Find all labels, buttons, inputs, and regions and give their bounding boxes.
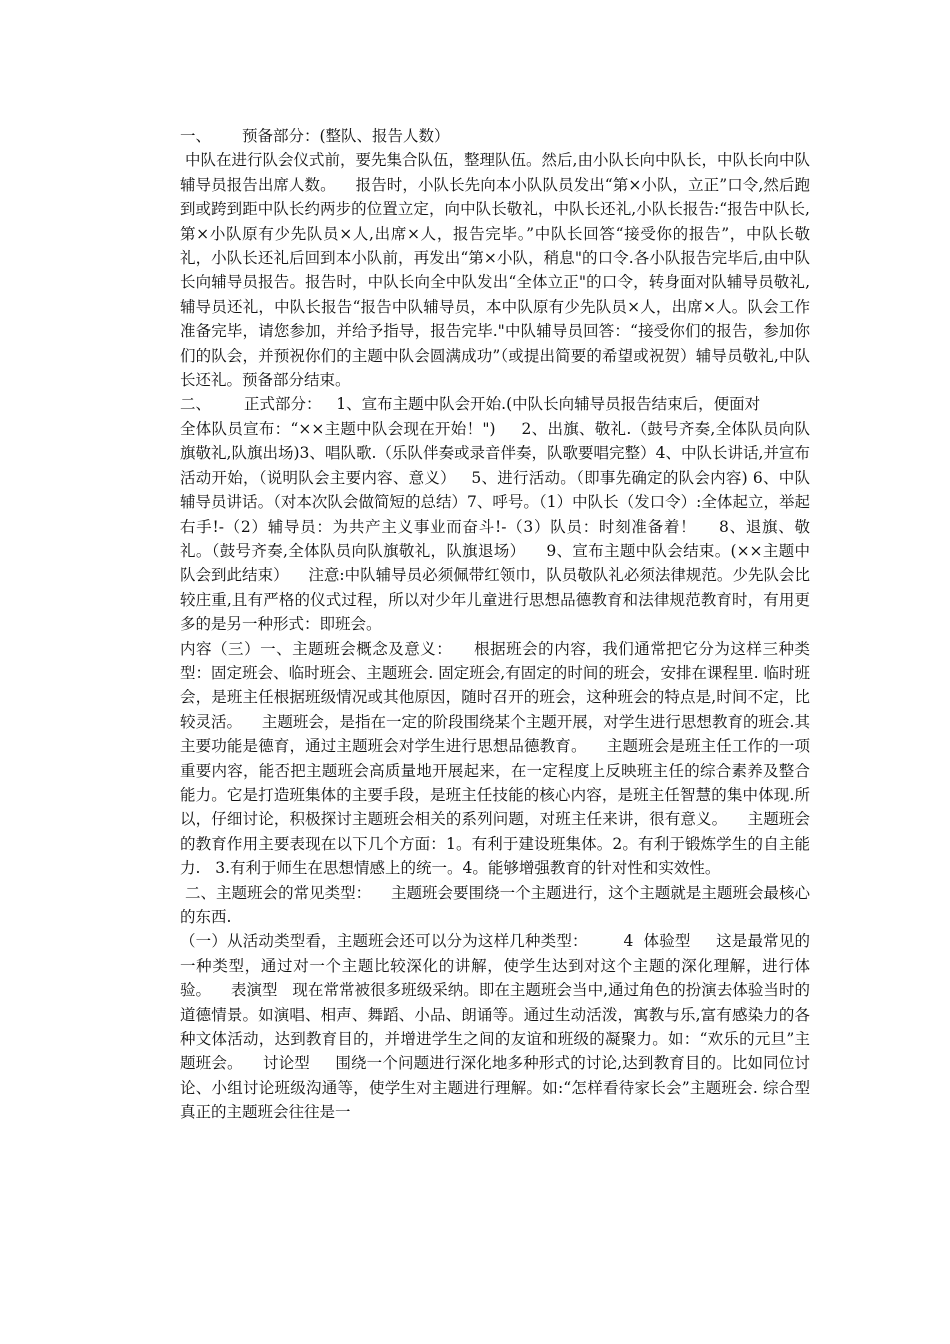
- section-1-number: 一、: [180, 127, 212, 145]
- section-2-number: 二、: [180, 395, 212, 414]
- section-1-title: 预备部分：(整队、报告人数）: [242, 127, 450, 145]
- document-body: [180, 124, 840, 1125]
- section-2-heading: [180, 392, 810, 416]
- section-2-head: 正式部分： 1、宣布主题中队会开始.(中队长向辅导员报告结束后，便面对: [244, 395, 761, 414]
- section-2-paragraph: 全体队员宣布：“××主题中队会现在开始！") 2、出旗、敬礼.（鼓号齐奏,全体队员向队旗敬礼,队旗出场)3、唱队歌.（乐队伴奏或录音伴奏，队歌要唱完整）4、中队长讲话,并宣布活动开始，（说明队会主要内容、意义） 5、进行活动。（即事先确定的队会内容) 6、中队辅导员讲话。（对本次队会做简短的总结）7、呼号。（1）中队长（发口令）:全体起立，举起右手!-（2）辅导员：为共产主义事业而奋斗!-（3）队员：时刻准备着！ 8、退旗、敬礼。（鼓号齐奏,全体队员向队旗敬礼，队旗退场） 9、宣布主题中队会结束。(××主题中队会到此结束） 注意:中队辅导员必须佩带红领巾，队员敬队礼必须法律规范。少先队会比较庄重,且有严格的仪式过程，所以对少年儿童进行思想品德教育和法律规范教育时，有用更多的是另一种形式：即班会。: [180, 419, 810, 634]
- section-5-paragraph: （一）从活动类型看，主题班会还可以分为这样几种类型： 4 体验型 这是最常见的一种类型，通过对一个主题比较深化的讲解，使学生达到对这个主题的深化理解，进行体验。 表演型 现在常常被很多班级采纳。即在主题班会当中,通过角色的扮演去体验当时的道德情景。如演唱、相声、舞蹈、小品、朗诵等。通过生动活泼，寓教与乐,富有感染力的各种文体活动，达到教育目的，并增进学生之间的友谊和班级的凝聚力。如：“欢乐的元旦”主题班会。 讨论型 围绕一个问题进行深化地多种形式的讨论,达到教育目的。比如同位讨论、小组讨论班级沟通等，使学生对主题进行理解。如:“怎样看待家长会”主题班会. 综合型 真正的主题班会往往是一: [180, 932, 840, 1122]
- section-3-paragraph: 内容（三）一、主题班会概念及意义： 根据班会的内容，我们通常把它分为这样三种类型：固定班会、临时班会、主题班会. 固定班会,有固定的时间的班会，安排在课程里. 临时班会，是班主任根据班级情况或其他原因，随时召开的班会，这种班会的特点是,时间不定，比较灵活。 主题班会，是指在一定的阶段围绕某个主题开展，对学生进行思想教育的班会.其主要功能是德育，通过主题班会对学生进行思想品德教育。 主题班会是班主任工作的一项重要内容，能否把主题班会高质量地开展起来，在一定程度上反映班主任的综合素养及整合能力。它是打造班集体的主要手段，是班主任技能的核心内容，是班主任智慧的集中体现.所以，仔细讨论，积极探讨主题班会相关的系列问题，对班主任来讲，很有意义。 主题班会的教育作用主要表现在以下几个方面：1。有利于建设班集体。2。有利于锻炼学生的自主能力. 3.有利于师生在思想情感上的统一。4。能够增强教育的针对性和实效性。: [180, 639, 810, 878]
- section-1-paragraph: 中队在进行队会仪式前，要先集合队伍，整理队伍。然后,由小队长向中队长，中队长向中队辅导员报告出席人数。 报告时，小队长先向本小队队员发出“第×小队，立正”口令,然后跑到或跨到距中队长约两步的位置立定，向中队长敬礼，中队长还礼,小队长报告:“报告中队长,第×小队原有少先队员×人,出席×人，报告完毕。”中队长回答“接受你的报告”，中队长敬礼，小队长还礼后回到本小队前，再发出“第×小队，稍息"的口令.各小队报告完毕后,由中队长向辅导员报告。报告时，中队长向全中队发出“全体立正"的口令，转身面对队辅导员敬礼,辅导员还礼，中队长报告“报告中队辅导员，本中队原有少先队员×人，出席×人。队会工作准备完毕，请您参加，并给予指导，报告完毕."中队辅导员回答：“接受你们的报告，参加你们的队会，并预祝你们的主题中队会圆满成功”（或提出简要的希望或祝贺）辅导员敬礼,中队长还礼。预备部分结束。: [180, 151, 810, 390]
- section-4-paragraph: 二、主题班会的常见类型： 主题班会要围绕一个主题进行，这个主题就是主题班会最核心的东西.: [180, 883, 810, 926]
- section-1-heading: [180, 124, 810, 148]
